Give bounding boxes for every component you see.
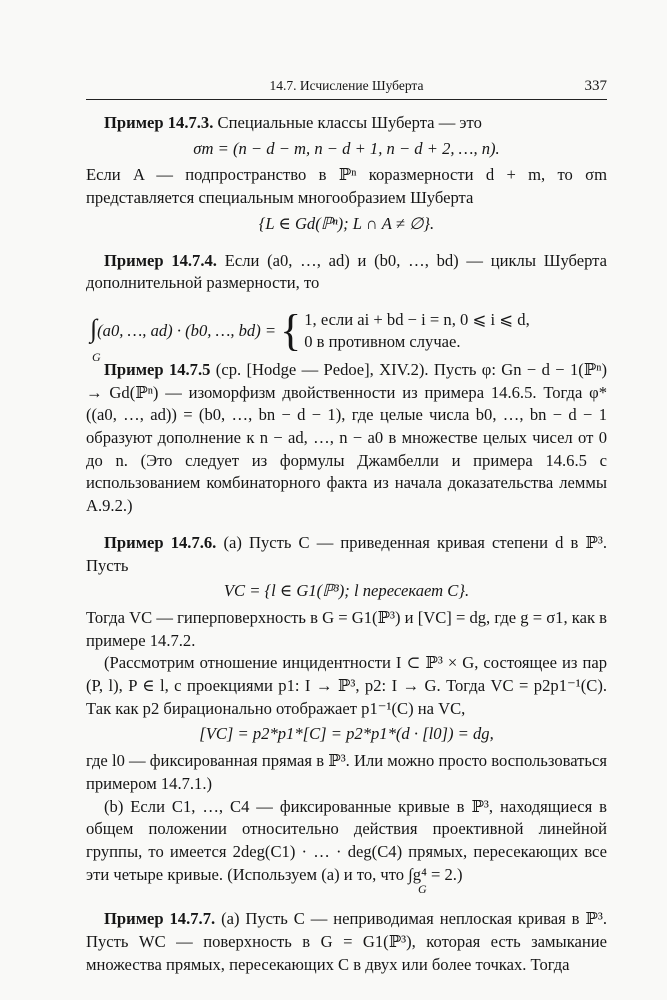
example-label: Пример 14.7.4. xyxy=(104,250,217,270)
example-14-7-4 xyxy=(86,250,608,364)
example-text: (a) Пусть C — неприводимая неплоская кривая в ℙ³. Пусть WC — поверхность в G = G1(ℙ³), которая есть замыкание множества прямых, пересекающих C в двух или более точках. Тогда xyxy=(86,909,607,974)
case-one: 1, если ai + bd − i = n, 0 ⩽ i ⩽ d, xyxy=(304,309,530,329)
example-text: Если (a0, …, ad) и (b0, …, bd) — циклы Шуберта дополнительной размерности, то xyxy=(86,250,608,293)
integral-subscript: G xyxy=(418,882,427,897)
page-body xyxy=(86,112,607,977)
cases xyxy=(304,309,530,353)
formula-sigma-m: σm = (n − d − m, n − d + 1, n − d + 2, …, n). xyxy=(193,138,500,158)
example-14-7-7 xyxy=(86,908,607,976)
example-14-7-6 xyxy=(86,532,607,897)
example-text: Тогда VC — гиперповерхность в G = G1(ℙ³) и [VC] = dg, где g = σ1, как в примере 14.7.2. xyxy=(86,607,607,650)
formula-vc-class: [VC] = p2*p1*[C] = p2*p1*(d · [l0]) = dg, xyxy=(199,724,494,744)
example-text: Если A — подпространство в ℙⁿ коразмерности d + m, то σm представляется специальным многообразием Шуберта xyxy=(86,165,607,208)
formula-vc: VC = {l ∈ G1(ℙ³); l пересекает C}. xyxy=(223,581,470,601)
example-text: (b) Если C1, …, C4 — фиксированные кривые в ℙ³, находящиеся в общем положении относительно действия проективной линейной группы, то имеется 2deg(C1) · … · deg(C4) прямых, пересекающих все эти четыре кривые. (Используем (a) и то, что ∫g⁴ = 2.) xyxy=(86,796,607,884)
formula-lhs: (a0, …, ad) · (b0, …, bd) = xyxy=(97,320,277,340)
running-header xyxy=(86,78,607,94)
integral-sign-icon: ∫ xyxy=(90,313,98,343)
running-title: 14.7. Исчисление Шуберта xyxy=(269,78,424,93)
example-text: (Рассмотрим отношение инцидентности I ⊂ ℙ³ × G, состоящее из пар (P, l), P ∈ l, с проекциями p1: I → ℙ³, p2: I → G. Тогда VC = p2p1⁻¹(C). Так как p2 бирационально отображает p1⁻¹(C) на VC, xyxy=(86,653,607,718)
example-14-7-3 xyxy=(86,112,607,236)
example-text: (ср. [Hodge — Pedoe], XIV.2). Пусть φ: Gn − d − 1(ℙⁿ) → Gd(ℙⁿ) — изоморфизм двойственности из примера 14.6.5. Тогда φ*((a0, …, ad)) = (b0, …, bn − d − 1), где целые числа b0, …, bn − d − 1 образуют дополнение к n − ad, …, n − a0 в множестве целых чисел от 0 до n. (Это следует из формулы Джамбелли и примера 14.6.5 с использованием комбинаторного факта из начала доказательства леммы A.9.2.) xyxy=(86,359,608,516)
example-label: Пример 14.7.6. xyxy=(104,532,217,552)
example-text: (a) Пусть C — приведенная кривая степени d в ℙ³. Пусть xyxy=(86,532,608,575)
formula-special-variety: {L ∈ Gd(ℙⁿ); L ∩ A ≠ ∅}. xyxy=(258,213,435,233)
example-label: Пример 14.7.7. xyxy=(104,909,216,929)
example-14-7-5 xyxy=(86,359,607,518)
page-number: 337 xyxy=(584,78,607,94)
header-rule xyxy=(86,99,607,100)
formula-intersection-product xyxy=(90,305,607,364)
example-text: где l0 — фиксированная прямая в ℙ³. Или можно просто воспользоваться примером 14.7.1.) xyxy=(86,751,607,793)
example-text: Специальные классы Шуберта — это xyxy=(217,113,482,132)
left-brace-icon: { xyxy=(280,305,302,355)
example-label: Пример 14.7.3. xyxy=(104,113,214,132)
example-label: Пример 14.7.5 xyxy=(104,359,211,379)
integral-subscript: G xyxy=(92,349,101,364)
case-zero: 0 в противном случае. xyxy=(304,331,461,351)
